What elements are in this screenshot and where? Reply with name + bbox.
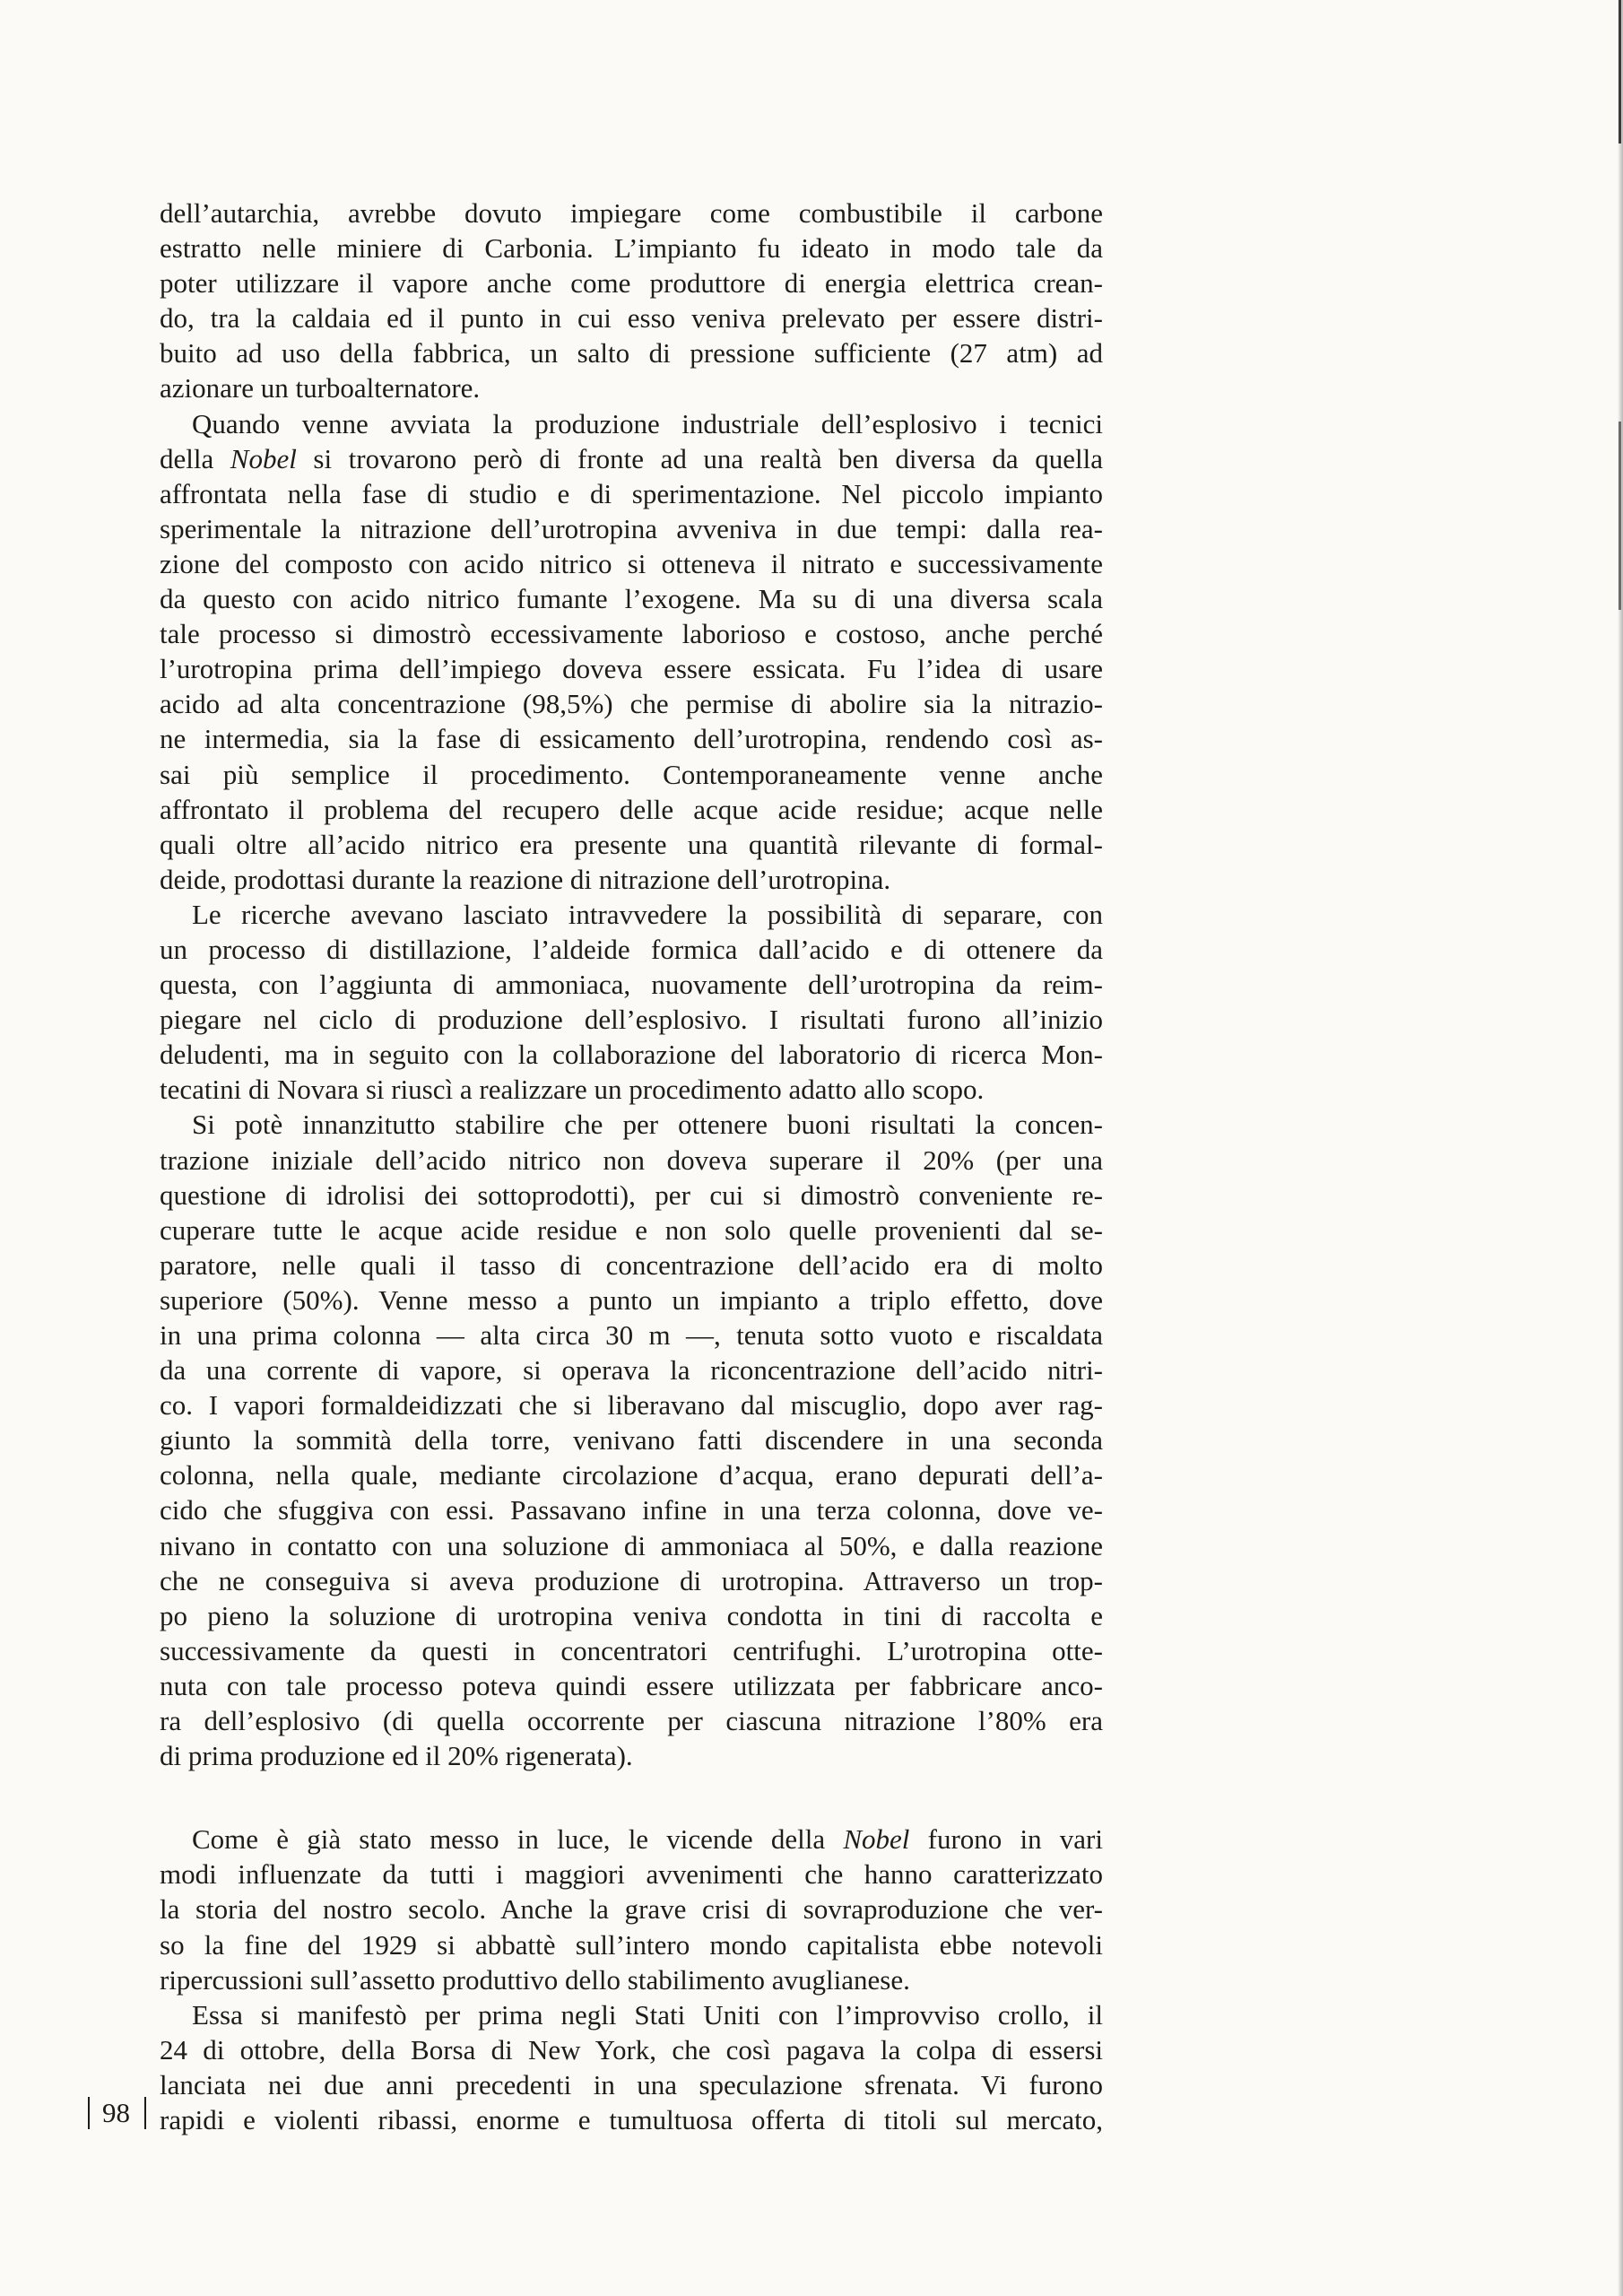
italic-text: Nobel bbox=[230, 442, 297, 474]
text-line: lanciata nei due anni precedenti in una speculazione sfrenata. Vi furono bbox=[160, 2068, 1103, 2100]
text-line: un processo di distillazione, l’aldeide formica dall’acido e di ottenere da bbox=[160, 933, 1103, 965]
text-line: Come è già stato messo in luce, le vicende della Nobel furono in vari bbox=[192, 1823, 1103, 1856]
text-line: Essa si manifestò per prima negli Stati Uniti con l’improvviso crollo, il bbox=[192, 1998, 1103, 2031]
text-line: della Nobel si trovarono però di fronte ad una realtà ben diversa da quella bbox=[160, 442, 1103, 474]
paragraph-6 bbox=[160, 1997, 1103, 2137]
text-line: nivano in contatto con una soluzione di ammoniaca al 50%, e dalla reazione bbox=[160, 1529, 1103, 1561]
italic-text: Nobel bbox=[843, 1823, 910, 1856]
text-line: quali oltre all’acido nitrico era presente una quantità rilevante di formal- bbox=[160, 828, 1103, 860]
paragraph-1 bbox=[160, 196, 1103, 406]
text-line: tecatini di Novara si riuscì a realizzare un procedimento adatto allo scopo. bbox=[160, 1074, 985, 1106]
text-line: giunto la sommità della torre, venivano fatti discendere in una seconda bbox=[160, 1424, 1103, 1457]
text-line: so la fine del 1929 si abbattè sull’intero mondo capitalista ebbe notevoli bbox=[160, 1928, 1103, 1961]
text-line: affrontato il problema del recupero delle acque acide residue; acque nelle bbox=[160, 793, 1103, 825]
text-line: sperimentale la nitrazione dell’urotropina avveniva in due tempi: dalla rea- bbox=[160, 512, 1103, 544]
paragraph-4 bbox=[160, 1107, 1103, 1773]
page-footer bbox=[88, 2095, 146, 2131]
text-line: cido che sfuggiva con essi. Passavano infine in una terza colonna, dove ve- bbox=[160, 1494, 1103, 1526]
footer-rule-right bbox=[144, 2097, 146, 2129]
text-line: modi influenzate da tutti i maggiori avvenimenti che hanno caratterizzato bbox=[160, 1858, 1103, 1891]
text-line: la storia del nostro secolo. Anche la grave crisi di sovraproduzione che ver- bbox=[160, 1893, 1103, 1926]
text-line: da questo con acido nitrico fumante l’exogene. Ma su di una diversa scala bbox=[160, 583, 1103, 615]
footer-rule-left bbox=[88, 2097, 90, 2129]
text-line: questione di idrolisi dei sottoprodotti), per cui si dimostrò conveniente re- bbox=[160, 1178, 1103, 1211]
page-edge-mark-top bbox=[1619, 0, 1621, 144]
page-number: 98 bbox=[102, 2097, 130, 2128]
text-line: dell’autarchia, avrebbe dovuto impiegare come combustibile il carbone bbox=[160, 197, 1103, 229]
text-line: l’urotropina prima dell’impiego doveva essere essicata. Fu l’idea di usare bbox=[160, 653, 1103, 685]
text-line: Si potè innanzitutto stabilire che per ottenere buoni risultati la concen- bbox=[192, 1109, 1103, 1141]
text-line: colonna, nella quale, mediante circolazione d’acqua, erano depurati dell’a- bbox=[160, 1459, 1103, 1492]
text-line: acido ad alta concentrazione (98,5%) che permise di abolire sia la nitrazio- bbox=[160, 688, 1103, 720]
text-line: do, tra la caldaia ed il punto in cui esso veniva prelevato per essere distri- bbox=[160, 302, 1103, 335]
text-line: deide, prodottasi durante la reazione di nitrazione dell’urotropina. bbox=[160, 863, 891, 895]
text-line: ne intermedia, sia la fase di essicamento dell’urotropina, rendendo così as- bbox=[160, 723, 1103, 755]
text-line: superiore (50%). Venne messo a punto un impianto a triplo effetto, dove bbox=[160, 1283, 1103, 1316]
text-line: 24 di ottobre, della Borsa di New York, che così pagava la colpa di essersi bbox=[160, 2033, 1103, 2066]
text-line: di prima produzione ed il 20% rigenerata). bbox=[160, 1740, 633, 1772]
text-line: sai più semplice il procedimento. Contemporaneamente venne anche bbox=[160, 758, 1103, 790]
text-line: da una corrente di vapore, si operava la riconcentrazione dell’acido nitri- bbox=[160, 1354, 1103, 1387]
text-line: cuperare tutte le acque acide residue e non solo quelle provenienti dal se- bbox=[160, 1213, 1103, 1246]
text-line: successivamente da questi in concentratori centrifughi. L’urotropina otte- bbox=[160, 1634, 1103, 1666]
text-line: paratore, nelle quali il tasso di concentrazione dell’acido era di molto bbox=[160, 1248, 1103, 1281]
paragraph-3 bbox=[160, 897, 1103, 1108]
text-line: zione del composto con acido nitrico si otteneva il nitrato e successivamente bbox=[160, 547, 1103, 579]
text-line: rapidi e violenti ribassi, enorme e tumultuosa offerta di titoli sul mercato, bbox=[160, 2103, 1103, 2135]
text-line: che ne conseguiva si aveva produzione di urotropina. Attraverso un trop- bbox=[160, 1564, 1103, 1596]
text-line: buito ad uso della fabbrica, un salto di pressione sufficiente (27 atm) ad bbox=[160, 337, 1103, 370]
text-line: ripercussioni sull’assetto produttivo dello stabilimento avuglianese. bbox=[160, 1963, 910, 1996]
text-line: deludenti, ma in seguito con la collaborazione del laboratorio di ricerca Mon- bbox=[160, 1039, 1103, 1071]
text-line: piegare nel ciclo di produzione dell’esplosivo. I risultati furono all’inizio bbox=[160, 1004, 1103, 1036]
text-line: poter utilizzare il vapore anche come produttore di energia elettrica crean- bbox=[160, 267, 1103, 300]
text-line: affrontata nella fase di studio e di sperimentazione. Nel piccolo impianto bbox=[160, 477, 1103, 509]
text-line: Quando venne avviata la produzione industriale dell’esplosivo i tecnici bbox=[192, 407, 1103, 439]
text-line: questa, con l’aggiunta di ammoniaca, nuovamente dell’urotropina da reim- bbox=[160, 969, 1103, 1001]
text-line: po pieno la soluzione di urotropina veniva condotta in tini di raccolta e bbox=[160, 1599, 1103, 1631]
text-line: estratto nelle miniere di Carbonia. L’impianto fu ideato in modo tale da bbox=[160, 232, 1103, 265]
paragraph-5 bbox=[160, 1822, 1103, 1996]
page-edge-shadow bbox=[1618, 0, 1623, 2296]
text-line: azionare un turboalternatore. bbox=[160, 372, 481, 404]
text-line: tale processo si dimostrò eccessivamente laborioso e costoso, anche perché bbox=[160, 618, 1103, 650]
text-line: trazione iniziale dell’acido nitrico non doveva superare il 20% (per una bbox=[160, 1144, 1103, 1176]
paragraph-2 bbox=[160, 406, 1103, 897]
body-text bbox=[160, 196, 1103, 2137]
text-line: in una prima colonna — alta circa 30 m —, tenuta sotto vuoto e riscaldata bbox=[160, 1319, 1103, 1351]
text-line: Le ricerche avevano lasciato intravvedere la possibilità di separare, con bbox=[192, 898, 1103, 930]
text-line: co. I vapori formaldeidizzati che si liberavano dal miscuglio, dopo aver rag- bbox=[160, 1389, 1103, 1422]
text-line: nuta con tale processo poteva quindi essere utilizzata per fabbricare anco- bbox=[160, 1669, 1103, 1701]
page-edge-mark-middle bbox=[1619, 422, 1621, 610]
text-line: ra dell’esplosivo (di quella occorrente per ciascuna nitrazione l’80% era bbox=[160, 1705, 1103, 1737]
